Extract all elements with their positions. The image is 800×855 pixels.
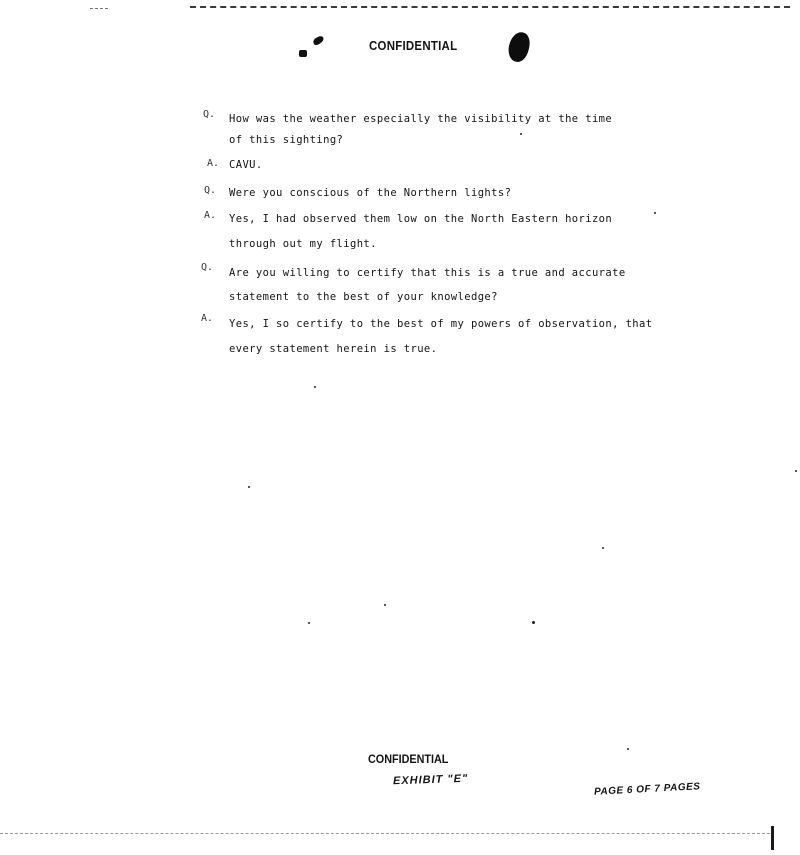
transcript-line: Yes, I so certify to the best of my powers of observation, that [229, 318, 653, 330]
answer-marker: A. [204, 210, 217, 221]
transcript-line: Are you willing to certify that this is a true and accurate [229, 267, 626, 279]
bottom-scan-border [0, 833, 770, 834]
transcript-line: statement to the best of your knowledge? [229, 291, 498, 303]
scan-speck [384, 604, 386, 606]
exhibit-label: EXHIBIT "E" [392, 772, 469, 788]
transcript-line: through out my flight. [229, 238, 377, 250]
scan-speck [520, 133, 522, 135]
scan-speck [627, 748, 629, 750]
footer-confidential-stamp: CONFIDENTIAL [368, 752, 449, 766]
top-scan-dash [90, 8, 108, 9]
answer-marker: A. [201, 313, 214, 324]
scan-speck [314, 386, 316, 388]
top-scan-border [190, 6, 790, 8]
transcript-line: of this sighting? [229, 134, 344, 146]
transcript-line: How was the weather especially the visibility at the time [229, 113, 613, 125]
scan-edge-mark [771, 826, 774, 850]
ink-blot [312, 35, 325, 46]
question-marker: Q. [201, 262, 214, 273]
scan-speck [654, 212, 656, 214]
question-marker: Q. [204, 185, 217, 196]
header-confidential-stamp: CONFIDENTIAL [369, 38, 458, 53]
scan-speck [248, 486, 250, 488]
page-number-note: PAGE 6 OF 7 PAGES [593, 781, 701, 798]
transcript-line: every statement herein is true. [229, 343, 438, 355]
scan-speck [532, 621, 535, 624]
answer-marker: A. [207, 158, 220, 169]
ink-blot [506, 30, 532, 64]
transcript-line: Yes, I had observed them low on the North Eastern horizon [229, 213, 613, 225]
question-marker: Q. [203, 109, 216, 120]
ink-blot [299, 50, 307, 57]
scan-speck [795, 470, 797, 472]
transcript-line: Were you conscious of the Northern lights? [229, 187, 512, 199]
scan-speck [602, 547, 604, 549]
scan-speck [308, 622, 310, 624]
transcript-line: CAVU. [229, 159, 263, 171]
